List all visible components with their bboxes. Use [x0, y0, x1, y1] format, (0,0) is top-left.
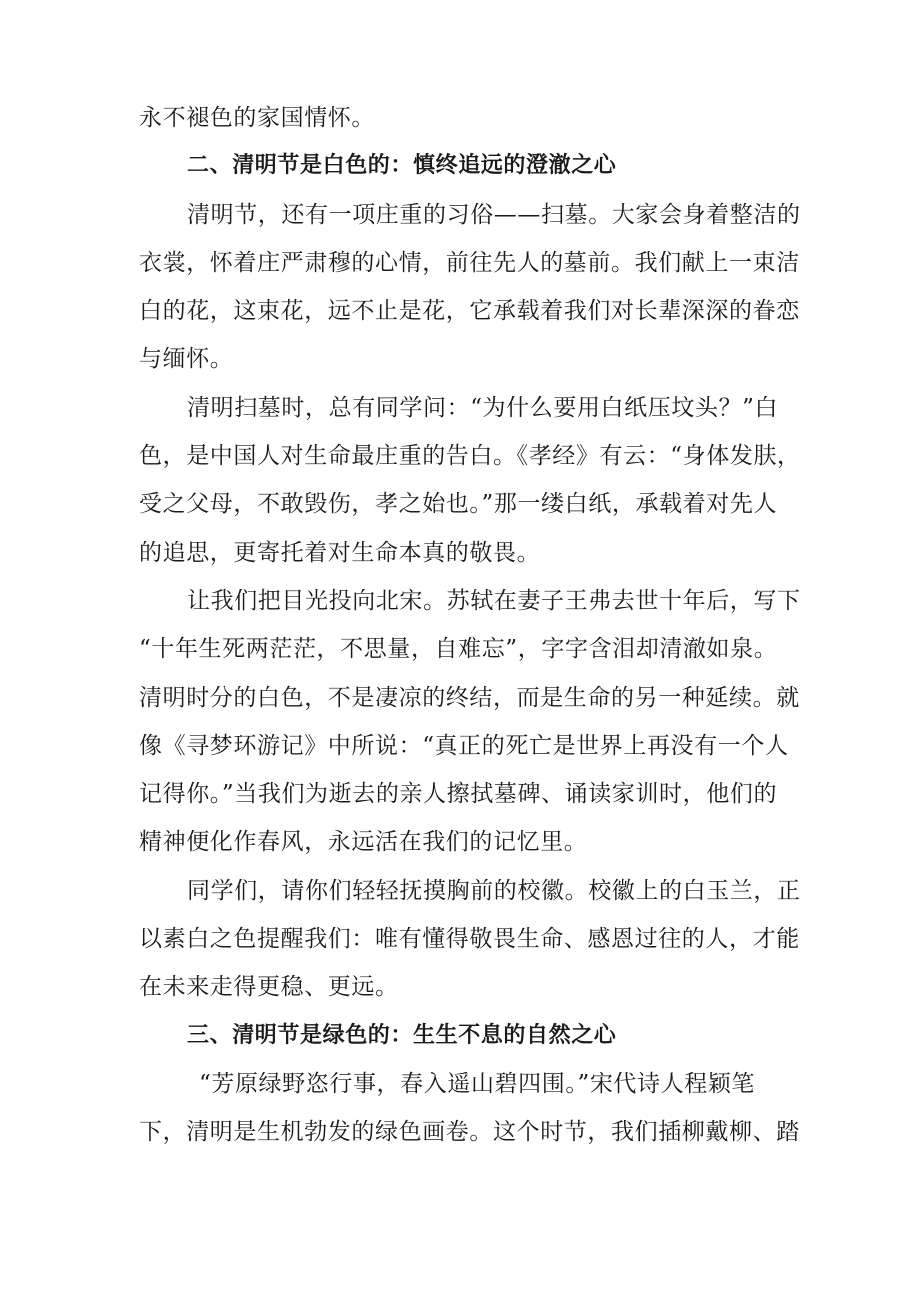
paragraph-first-line: 让我们把目光投向北宋。苏轼在妻子王弗去世十年后，写下 [187, 587, 801, 614]
paragraph-line: 受之父母，不敢毁伤，孝之始也。”那一缕白纸，承载着对先人 [139, 491, 778, 518]
paragraph-line: 精神便化作春风，永远活在我们的记忆里。 [139, 829, 588, 856]
paragraph-line: 以素白之色提醒我们：唯有懂得敬畏生命、感恩过往的人，才能 [139, 926, 800, 953]
paragraph-line: 白的花，这束花，远不止是花，它承载着我们对长辈深深的眷恋 [139, 298, 800, 325]
paragraph-line: 下，清明是生机勃发的绿色画卷。这个时节，我们插柳戴柳、踏 [139, 1119, 800, 1146]
paragraph-first-line: 同学们，请你们轻轻抚摸胸前的校徽。校徽上的白玉兰，正 [187, 877, 801, 904]
paragraph-line: 永不褪色的家国情怀。 [139, 105, 375, 131]
paragraph-line: 记得你。”当我们为逝去的亲人擦拭墓碑、诵读家训时，他们的 [139, 781, 778, 808]
paragraph-line: 像《寻梦环游记》中所说：“真正的死亡是世界上再没有一个人 [139, 732, 789, 759]
paragraph-first-line: 清明节，还有一项庄重的习俗——扫墓。大家会身着整洁的 [187, 201, 801, 228]
paragraph-line: 衣裳，怀着庄严肃穆的心情，前往先人的墓前。我们献上一束洁 [139, 249, 800, 276]
paragraph-first-line: “芳原绿野恣行事，春入遥山碧四围。”宋代诗人程颖笔 [199, 1070, 756, 1097]
paragraph-line: 清明时分的白色，不是凄凉的终结，而是生命的另一种延续。就 [139, 684, 800, 711]
paragraph-line: 的追思，更寄托着对生命本真的敬畏。 [139, 539, 541, 566]
document-body [139, 94, 801, 1157]
section-heading: 三、清明节是绿色的：生生不息的自然之心 [187, 1022, 617, 1048]
section-heading: 二、清明节是白色的：慎终追远的澄澈之心 [187, 153, 617, 179]
paragraph-line: “十年生死两茫茫，不思量，自难忘”，字字含泪却清澈如泉。 [139, 636, 778, 663]
paragraph-line: 与缅怀。 [139, 346, 234, 373]
paragraph-line: 色，是中国人对生命最庄重的告白。《孝经》有云：“身体发肤， [139, 443, 801, 470]
paragraph-first-line: 清明扫墓时，总有同学问：“为什么要用白纸压坟头？”白 [187, 394, 779, 421]
paragraph-line: 在未来走得更稳、更远。 [139, 974, 399, 1001]
